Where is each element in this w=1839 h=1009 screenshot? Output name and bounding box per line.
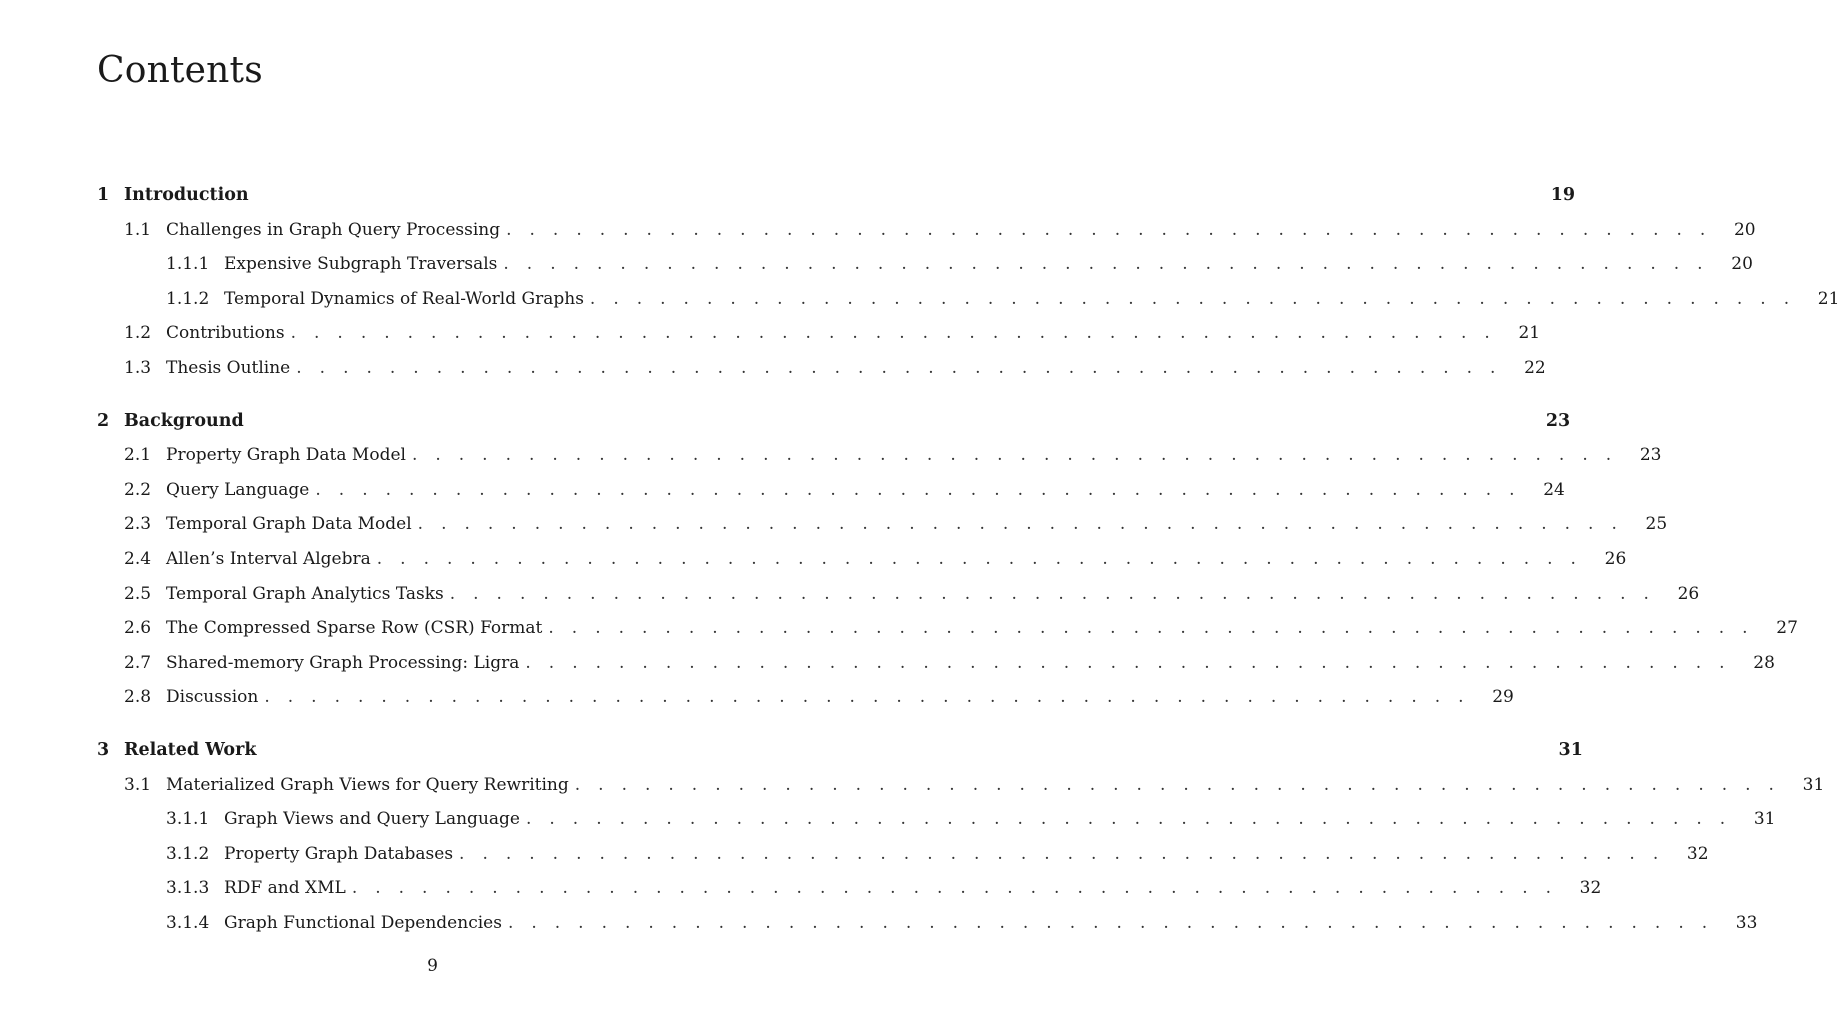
toc-chapter-number: 1 <box>97 185 110 205</box>
toc-section-entry[interactable] <box>97 646 1775 681</box>
toc-section-number: 2.1 <box>124 445 152 466</box>
toc-section-title: Challenges in Graph Query Processing <box>166 219 501 240</box>
toc-section-title: Shared-memory Graph Processing: Ligra <box>166 652 520 673</box>
toc-section-number: 2.3 <box>124 514 152 535</box>
toc-section-number: 1.1 <box>124 219 152 240</box>
toc-chapter-number: 2 <box>97 410 110 431</box>
toc-subsection-page: 33 <box>1735 912 1758 933</box>
toc-subsection-page: 32 <box>1686 843 1709 864</box>
toc-section-title: Thesis Outline <box>166 357 291 378</box>
toc-subsection-title: Graph Functional Dependencies <box>224 912 502 933</box>
toc-leader-dots: . . . . . . . . . . . . . . . . . . . . . . . . . . . . . . . . . . . . . . . . . . . . . . . . . . . . <box>507 912 1714 933</box>
toc-subsection-number: 1.1.2 <box>166 288 210 309</box>
page-number: 9 <box>427 956 438 976</box>
toc-section-title: Allen’s Interval Algebra <box>166 548 371 569</box>
toc-subsection-page: 21 <box>1817 288 1839 309</box>
toc-leader-dots: . . . . . . . . . . . . . . . . . . . . . . . . . . . . . . . . . . . . . . . . . . . . . . . . . . . . <box>411 445 1618 466</box>
toc-chapter-page: 31 <box>1558 739 1583 760</box>
toc-chapter-entry[interactable] <box>97 404 1571 439</box>
toc-subsection-title: Property Graph Databases <box>224 843 454 864</box>
toc-chapter-entry[interactable] <box>97 733 1583 768</box>
page-title: Contents <box>97 50 263 91</box>
toc-subsection-entry[interactable] <box>97 837 1709 872</box>
toc-leader-dots: . . . . . . . . . . . . . . . . . . . . . . . . . . . . . . . . . . . . . . . . . . . . . . . . . . . . <box>506 219 1712 240</box>
toc-section-entry[interactable] <box>97 213 1756 248</box>
toc-subsection-number: 3.1.4 <box>166 912 210 933</box>
toc-chapter-title: Related Work <box>124 739 257 760</box>
toc-leader-dots: . . . . . . . . . . . . . . . . . . . . . . . . . . . . . . . . . . . . . . . . . . . . . . . . . . . . <box>376 548 1583 569</box>
toc-leader-dots: . . . . . . . . . . . . . . . . . . . . . . . . . . . . . . . . . . . . . . . . . . . . . . . . . . . . <box>574 774 1781 795</box>
toc-subsection-number: 3.1.1 <box>166 809 210 830</box>
table-of-contents <box>97 178 1839 940</box>
toc-section-title: Property Graph Data Model <box>166 445 406 466</box>
toc-section-entry[interactable] <box>97 316 1541 351</box>
toc-section-entry[interactable] <box>97 438 1662 473</box>
toc-chapter-title: Introduction <box>124 185 249 205</box>
toc-section-page: 25 <box>1645 514 1668 535</box>
toc-subsection-title: RDF and XML <box>224 878 346 899</box>
toc-section-page: 27 <box>1776 618 1798 639</box>
toc-section-page: 20 <box>1733 219 1756 240</box>
toc-section-page: 29 <box>1492 687 1514 708</box>
toc-section-page: 21 <box>1518 323 1541 344</box>
toc-subsection-entry[interactable] <box>97 906 1758 941</box>
toc-section-number: 1.2 <box>124 323 152 344</box>
toc-leader-dots: . . . . . . . . . . . . . . . . . . . . . . . . . . . . . . . . . . . . . . . . . . . . . . . . . . . . <box>315 479 1521 500</box>
toc-subsection-number: 3.1.2 <box>166 843 210 864</box>
toc-subsection-title: Graph Views and Query Language <box>224 809 520 830</box>
toc-section-number: 2.7 <box>124 652 152 673</box>
toc-section-number: 2.6 <box>124 618 152 639</box>
toc-section-title: Temporal Graph Data Model <box>166 514 412 535</box>
toc-section-page: 28 <box>1753 652 1775 673</box>
toc-subsection-number: 1.1.1 <box>166 254 210 275</box>
toc-leader-dots: . . . . . . . . . . . . . . . . . . . . . . . . . . . . . . . . . . . . . . . . . . . . . . . . . . . . <box>449 583 1656 604</box>
toc-section-page: 24 <box>1543 479 1565 500</box>
toc-leader-dots: . . . . . . . . . . . . . . . . . . . . . . . . . . . . . . . . . . . . . . . . . . . . . . . . . . . . <box>525 809 1732 830</box>
toc-subsection-entry[interactable] <box>97 247 1753 282</box>
toc-section-number: 3.1 <box>124 774 152 795</box>
toc-leader-dots: . . . . . . . . . . . . . . . . . . . . . . . . . . . . . . . . . . . . . . . . . . . . . . . . . . . . <box>351 878 1558 899</box>
toc-section-entry[interactable] <box>97 542 1627 577</box>
toc-section-entry[interactable] <box>97 473 1565 508</box>
toc-chapter-page: 19 <box>1550 185 1576 205</box>
toc-section-number: 2.2 <box>124 479 152 500</box>
toc-section-title: Materialized Graph Views for Query Rewriting <box>166 774 569 795</box>
toc-section-page: 23 <box>1639 445 1662 466</box>
toc-chapter-entry[interactable] <box>97 178 1576 213</box>
toc-subsection-title: Temporal Dynamics of Real-World Graphs <box>224 288 584 309</box>
toc-subsection-entry[interactable] <box>97 871 1602 906</box>
toc-section-number: 1.3 <box>124 357 152 378</box>
toc-section-entry[interactable] <box>97 611 1798 646</box>
toc-section-number: 2.5 <box>124 583 152 604</box>
toc-subsection-page: 32 <box>1579 878 1602 899</box>
toc-subsection-number: 3.1.3 <box>166 878 210 899</box>
toc-chapter-title: Background <box>124 410 244 431</box>
toc-subsection-page: 20 <box>1731 254 1753 275</box>
toc-section-page: 31 <box>1802 774 1825 795</box>
toc-section-page: 26 <box>1604 548 1627 569</box>
toc-section-title: The Compressed Sparse Row (CSR) Format <box>166 618 543 639</box>
toc-leader-dots: . . . . . . . . . . . . . . . . . . . . . . . . . . . . . . . . . . . . . . . . . . . . . . . . . . . . <box>290 323 1497 344</box>
toc-section-entry[interactable] <box>97 507 1668 542</box>
toc-section-entry[interactable] <box>97 351 1546 386</box>
toc-section-page: 26 <box>1677 583 1700 604</box>
toc-leader-dots: . . . . . . . . . . . . . . . . . . . . . . . . . . . . . . . . . . . . . . . . . . . . . . . . . . . . <box>296 357 1502 378</box>
toc-section-title: Temporal Graph Analytics Tasks <box>166 583 444 604</box>
toc-section-title: Contributions <box>166 323 285 344</box>
toc-section-page: 22 <box>1524 357 1546 378</box>
toc-subsection-entry[interactable] <box>97 802 1776 837</box>
toc-leader-dots: . . . . . . . . . . . . . . . . . . . . . . . . . . . . . . . . . . . . . . . . . . . . . . . . . . . . <box>589 288 1796 309</box>
toc-subsection-page: 31 <box>1753 809 1776 830</box>
toc-section-number: 2.8 <box>124 687 152 708</box>
toc-section-entry[interactable] <box>97 577 1700 612</box>
toc-chapter-number: 3 <box>97 739 110 760</box>
toc-subsection-entry[interactable] <box>97 282 1839 317</box>
toc-leader-dots: . . . . . . . . . . . . . . . . . . . . . . . . . . . . . . . . . . . . . . . . . . . . . . . . . . . . <box>548 618 1754 639</box>
toc-chapter-page: 23 <box>1545 410 1571 431</box>
toc-leader-dots: . . . . . . . . . . . . . . . . . . . . . . . . . . . . . . . . . . . . . . . . . . . . . . . . . . . . <box>525 652 1731 673</box>
toc-section-entry[interactable] <box>97 768 1825 803</box>
toc-section-number: 2.4 <box>124 548 152 569</box>
toc-leader-dots: . . . . . . . . . . . . . . . . . . . . . . . . . . . . . . . . . . . . . . . . . . . . . . . . . . . . <box>459 843 1665 864</box>
toc-leader-dots: . . . . . . . . . . . . . . . . . . . . . . . . . . . . . . . . . . . . . . . . . . . . . . . . . . . . <box>264 687 1470 708</box>
toc-leader-dots: . . . . . . . . . . . . . . . . . . . . . . . . . . . . . . . . . . . . . . . . . . . . . . . . . . . . <box>417 514 1624 535</box>
toc-section-title: Query Language <box>166 479 310 500</box>
toc-section-entry[interactable] <box>97 680 1514 715</box>
toc-section-title: Discussion <box>166 687 259 708</box>
toc-subsection-title: Expensive Subgraph Traversals <box>224 254 498 275</box>
toc-leader-dots: . . . . . . . . . . . . . . . . . . . . . . . . . . . . . . . . . . . . . . . . . . . . . . . . . . . . <box>503 254 1709 275</box>
